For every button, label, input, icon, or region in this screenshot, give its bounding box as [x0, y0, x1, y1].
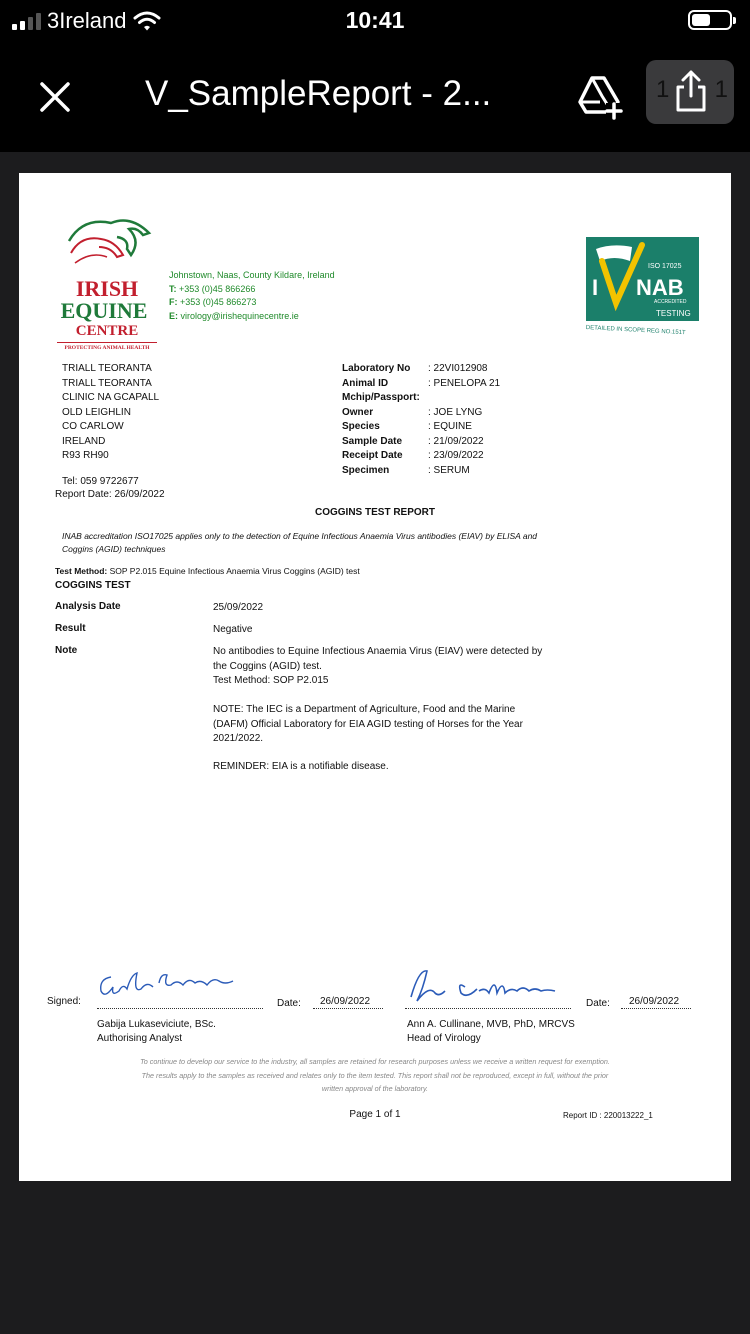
field-label: Specimen: [342, 464, 390, 476]
section-title: COGGINS TEST: [55, 580, 131, 591]
analysis-date-value: 25/09/2022: [213, 602, 264, 613]
signature-1-image: [97, 969, 247, 1003]
disclaimer-line: To continue to develop our service to the industry, all samples are retained for research purposes unless we receive a written request for exemption.: [140, 1057, 610, 1066]
test-method: [55, 566, 360, 576]
signature-1-line: [97, 1008, 263, 1009]
document-viewer[interactable]: [0, 152, 750, 1334]
signature-2-image: [405, 967, 565, 1007]
add-to-drive-icon: [572, 70, 626, 124]
lab-field-row: [342, 449, 500, 464]
result-value: Negative: [213, 624, 253, 635]
signed-label: Signed:: [47, 996, 81, 1007]
logo-line-2: EQUINE: [60, 298, 148, 323]
note-text: [213, 645, 542, 689]
irish-equine-centre-logo: [57, 211, 157, 351]
signer-1-role: Authorising Analyst: [97, 1032, 183, 1044]
contact-fax: +353 (0)45 866273: [180, 297, 257, 307]
report-date: Report Date: 26/09/2022: [55, 489, 165, 500]
field-label: Species: [342, 421, 380, 432]
disclaimer-line: The results apply to the samples as received and relates only to the item tested. This report shall not be reproduced, except in full, without the prior: [141, 1070, 609, 1080]
inab-accredited: ACCREDITED: [654, 299, 687, 305]
status-bar: [0, 0, 750, 40]
inab-name: NAB: [636, 275, 684, 300]
signature-2-line: [405, 1008, 571, 1009]
lab-field-row: [342, 391, 500, 406]
contact-tel: +353 (0)45 866266: [179, 283, 256, 294]
inab-note-line: Coggins (AGID) techniques: [62, 544, 166, 554]
signature-1-date-line: [313, 1008, 383, 1009]
page-number: Page 1 of 1: [349, 1109, 401, 1120]
client-line: CLINIC NA GCAPALL: [62, 392, 160, 403]
client-line: OLD LEIGHLIN: [62, 406, 131, 418]
logo-tagline: PROTECTING ANIMAL HEALTH: [57, 342, 157, 353]
lab-field-row: [342, 420, 500, 435]
add-to-drive-button[interactable]: [572, 70, 626, 124]
contact-email: virology@irishequinecentre.ie: [180, 310, 299, 321]
signature-2-date: 26/09/2022: [629, 996, 680, 1007]
result-label: Result: [55, 623, 86, 634]
carrier-name: 3Ireland: [47, 8, 127, 33]
disclaimer-line: written approval of the laboratory.: [321, 1084, 429, 1093]
signer-2-name: Ann A. Cullinane, MVB, PhD, MRCVS: [407, 1019, 575, 1030]
inab-note: [62, 530, 537, 556]
lab-field-row: [342, 362, 500, 377]
field-value: : 22VI012908: [428, 363, 488, 374]
signer-1: [97, 1018, 216, 1045]
iec-line: (DAFM) Official Laboratory for EIA AGID testing of Horses for the Year: [213, 718, 523, 730]
iec-note: [213, 703, 523, 747]
signature-1-date-label: Date:: [277, 998, 301, 1009]
page-count-right: 1: [714, 76, 728, 103]
email-label: E:: [169, 310, 178, 321]
field-value: : EQUINE: [428, 421, 472, 432]
battery-icon: [688, 10, 732, 30]
test-method-label: Test Method:: [55, 566, 108, 576]
inab-accreditation-badge: ISO 17025 I NAB ACCREDITED TESTING DETAILED IN SCOPE REG NO.151T: [586, 237, 702, 337]
field-label: Animal ID: [342, 377, 389, 389]
viewer-toolbar: [0, 40, 750, 152]
share-icon: [674, 68, 708, 114]
client-address: [62, 362, 159, 464]
field-label: Sample Date: [342, 435, 403, 447]
fax-label: F:: [169, 297, 178, 307]
note-line: Test Method: SOP P2.015: [213, 675, 329, 686]
iec-line: 2021/2022.: [213, 733, 264, 744]
page-count-left: 1: [656, 76, 670, 103]
lab-field-row: [342, 464, 500, 479]
lab-field-row: [342, 435, 500, 450]
logo-line-1: IRISH: [75, 276, 139, 301]
signature-2-date-line: [621, 1008, 691, 1009]
document-title: V_SampleReport - 2...: [145, 74, 492, 113]
lab-field-row: [342, 377, 500, 392]
contact-address: Johnstown, Naas, County Kildare, Ireland: [169, 270, 335, 280]
signer-2-role: Head of Virology: [407, 1032, 481, 1044]
field-value: : SERUM: [428, 464, 470, 476]
horse-emblem-icon: [57, 211, 157, 273]
tel-label: T:: [169, 283, 177, 294]
test-method-value: SOP P2.015 Equine Infectious Anaemia Virus Coggins (AGID) test: [109, 566, 360, 576]
field-label: Laboratory No: [342, 363, 411, 374]
client-line: CO CARLOW: [62, 421, 124, 432]
client-tel: Tel: 059 9722677: [62, 476, 139, 487]
close-icon: [30, 72, 80, 122]
client-line: R93 RH90: [62, 450, 109, 461]
disclaimer: [19, 1055, 731, 1096]
reminder: REMINDER: EIA is a notifiable disease.: [213, 761, 389, 772]
field-value: : PENELOPA 21: [428, 377, 501, 389]
client-line: IRELAND: [62, 435, 106, 447]
analysis-date-label: Analysis Date: [55, 601, 121, 612]
signature-2-date-label: Date:: [586, 998, 610, 1009]
signer-2: [407, 1018, 575, 1045]
clock: 10:41: [345, 7, 405, 33]
field-label: Receipt Date: [342, 450, 403, 461]
field-label: Owner: [342, 406, 374, 418]
share-button[interactable]: [646, 60, 734, 124]
lab-field-row: [342, 406, 500, 421]
contact-block: [169, 269, 335, 323]
signature-1-date: 26/09/2022: [320, 996, 371, 1007]
document-page: [19, 173, 731, 1181]
note-label: Note: [55, 645, 78, 656]
report-id: Report ID : 220013222_1: [563, 1111, 653, 1120]
inab-testing: TESTING: [656, 309, 691, 318]
inab-note-line: INAB accreditation ISO17025 applies only to the detection of Equine Infectious Anaemia Virus antibodies (EIAV) by ELISA and: [62, 531, 538, 541]
client-line: TRIALL TEORANTA: [62, 377, 152, 389]
iec-line: NOTE: The IEC is a Department of Agriculture, Food and the Marine: [213, 704, 516, 715]
logo-line-3: CENTRE: [75, 323, 139, 339]
report-title: COGGINS TEST REPORT: [314, 507, 435, 518]
field-value: : 21/09/2022: [428, 435, 484, 447]
client-line: TRIALL TEORANTA: [62, 363, 152, 374]
inab-scope: DETAILED IN SCOPE REG NO.151T: [585, 325, 686, 337]
inab-iso: ISO 17025: [648, 263, 682, 270]
signer-1-name: Gabija Lukaseviciute, BSc.: [97, 1019, 216, 1030]
note-line: the Coggins (AGID) test.: [213, 660, 322, 672]
field-value: : JOE LYNG: [428, 406, 483, 418]
field-label: Mchip/Passport:: [342, 392, 420, 403]
close-button[interactable]: [30, 72, 80, 122]
note-line: No antibodies to Equine Infectious Anaemia Virus (EIAV) were detected by: [213, 646, 543, 657]
lab-fields: [342, 362, 500, 478]
field-value: : 23/09/2022: [428, 450, 484, 461]
